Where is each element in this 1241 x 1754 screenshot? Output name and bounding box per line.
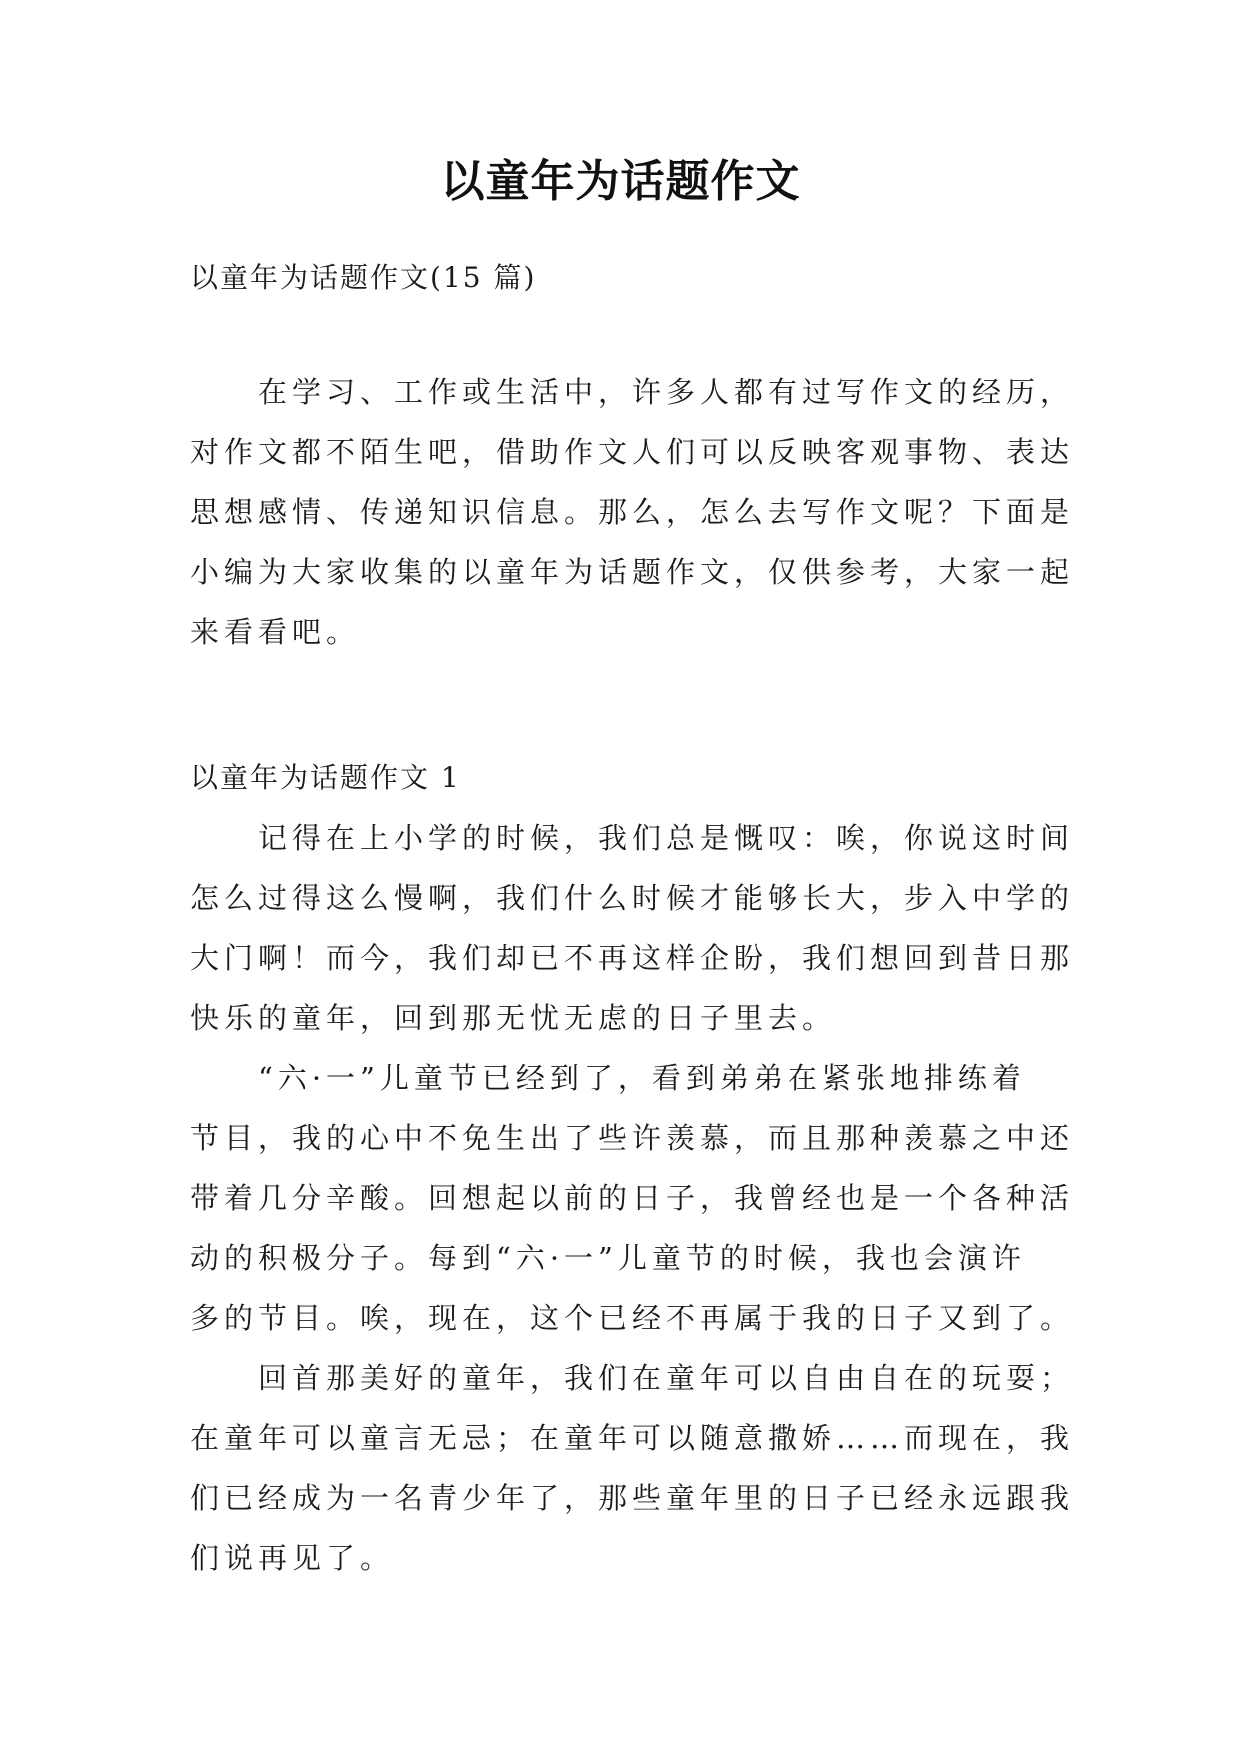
- paragraph-line: 们说再见了。: [190, 1541, 395, 1575]
- section-heading-1: 以童年为话题作文 1: [190, 761, 461, 794]
- paragraph-line: 动的积极分子。每到“六·一”儿童节的时候，我也会演许: [190, 1241, 1026, 1275]
- paragraph-line: 回首那美好的童年，我们在童年可以自由自在的玩耍；: [258, 1361, 1075, 1395]
- section1-paragraph-2: [190, 1048, 1075, 1348]
- paragraph-line: 小编为大家收集的以童年为话题作文，仅供参考，大家一起: [190, 555, 1075, 589]
- paragraph-line: 在童年可以童言无忌；在童年可以随意撒娇……而现在，我: [190, 1421, 1075, 1455]
- paragraph-line: 带着几分辛酸。回想起以前的日子，我曾经也是一个各种活: [190, 1181, 1075, 1215]
- section1-paragraph-1: [190, 808, 1075, 1048]
- intro-paragraph: [190, 362, 1075, 662]
- paragraph-line: 多的节目。唉，现在，这个已经不再属于我的日子又到了。: [190, 1301, 1075, 1335]
- paragraph-line: 节目，我的心中不免生出了些许羡慕，而且那种羡慕之中还: [190, 1121, 1075, 1155]
- section1-paragraph-3: [190, 1348, 1075, 1588]
- paragraph-line: 怎么过得这么慢啊，我们什么时候才能够长大，步入中学的: [190, 881, 1075, 915]
- document-subtitle: 以童年为话题作文(15 篇): [190, 261, 537, 294]
- paragraph-line: “六·一”儿童节已经到了，看到弟弟在紧张地排练着: [258, 1061, 1026, 1095]
- paragraph-line: 在学习、工作或生活中，许多人都有过写作文的经历，: [258, 375, 1075, 409]
- paragraph-line: 大门啊！而今，我们却已不再这样企盼，我们想回到昔日那: [190, 941, 1075, 975]
- paragraph-line: 思想感情、传递知识信息。那么，怎么去写作文呢？下面是: [190, 495, 1075, 529]
- paragraph-line: 记得在上小学的时候，我们总是慨叹：唉，你说这时间: [258, 821, 1075, 855]
- paragraph-line: 们已经成为一名青少年了，那些童年里的日子已经永远跟我: [190, 1481, 1075, 1515]
- page-title: 以童年为话题作文: [440, 156, 801, 207]
- paragraph-line: 来看看吧。: [190, 615, 361, 649]
- paragraph-line: 对作文都不陌生吧，借助作文人们可以反映客观事物、表达: [190, 435, 1075, 469]
- paragraph-line: 快乐的童年，回到那无忧无虑的日子里去。: [190, 1001, 837, 1035]
